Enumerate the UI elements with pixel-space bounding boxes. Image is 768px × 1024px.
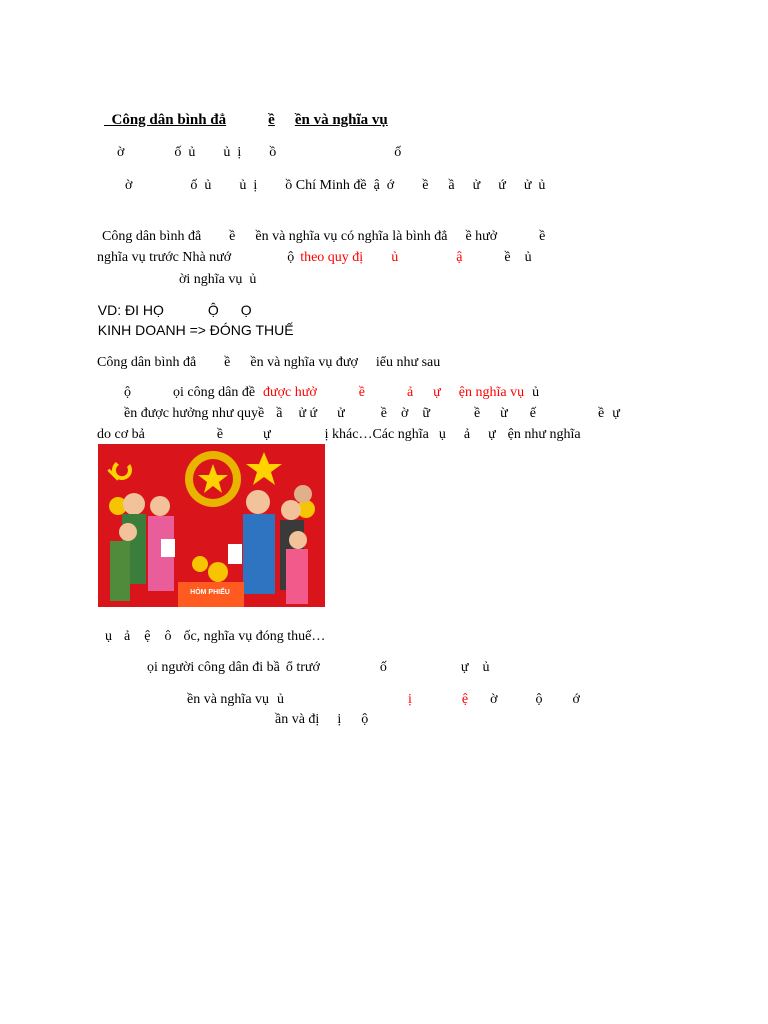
text-fragment: ự <box>263 427 271 442</box>
question-line-1 <box>110 127 401 161</box>
text-fragment: ền và nghĩa vụ có nghĩa là bình đẳ <box>255 229 448 244</box>
highlighted-text: ậ <box>456 250 463 265</box>
text-fragment: ộ <box>361 712 369 727</box>
text-fragment: ữ <box>422 406 430 421</box>
text-fragment: ờ <box>117 145 125 160</box>
text-fragment: ụ <box>438 427 446 442</box>
text-fragment: ố ủ <box>190 178 212 193</box>
text-fragment: ố ủ <box>174 145 196 160</box>
text-fragment: ả <box>463 427 471 442</box>
text-fragment: ủ <box>277 692 285 707</box>
text-fragment: ề <box>504 250 511 265</box>
text-fragment: ồ Chí Minh đề ậ ớ <box>285 178 395 193</box>
title-part: ền và nghĩa vụ <box>294 112 388 128</box>
text-fragment: ộ <box>535 692 543 707</box>
text-fragment: ả <box>124 629 131 644</box>
title-part: ề <box>268 112 275 128</box>
highlighted-text: ả <box>406 385 414 400</box>
highlighted-text: ề <box>358 385 365 400</box>
election-poster-image <box>98 444 325 607</box>
text-fragment: ủ <box>532 385 540 400</box>
text-fragment: ủ <box>482 660 490 675</box>
paragraph-3-line-3 <box>180 674 580 708</box>
text-fragment: ử ứ <box>298 406 318 421</box>
text-fragment: nghĩa vụ trước Nhà nướ <box>97 250 232 265</box>
text-fragment: ô <box>164 629 172 644</box>
highlighted-text: ệ <box>461 692 469 707</box>
paragraph-2-intro <box>90 337 440 371</box>
text-fragment: ề <box>380 406 387 421</box>
highlighted-text: được hưở <box>263 385 317 400</box>
document-title <box>104 95 388 129</box>
paragraph-3-line-2 <box>140 642 489 676</box>
text-fragment: ớ <box>572 692 580 707</box>
text-fragment: VD: ĐI HỌ <box>97 302 164 318</box>
text-fragment: ế <box>529 406 536 421</box>
text-fragment: ọi công dân đề <box>173 385 256 400</box>
highlighted-text: ủ <box>391 250 399 265</box>
text-fragment: KINH DOANH => ĐÓNG THUẾ <box>97 322 294 338</box>
paragraph-1-line-3 <box>172 254 256 288</box>
paragraph-3-line-4 <box>268 694 368 728</box>
text-fragment: ổ trướ <box>285 660 320 675</box>
text-fragment: ền được hưởng như quyề <box>124 406 265 421</box>
text-fragment: ủ ị <box>223 145 242 160</box>
text-fragment: ự <box>488 427 496 442</box>
text-fragment: ờ <box>125 178 133 193</box>
text-fragment: ờ <box>400 406 409 421</box>
paragraph-3-line-1 <box>98 611 325 645</box>
ballot-box-label: HÒM PHIẾU <box>182 587 238 599</box>
text-fragment: ầ <box>448 178 455 193</box>
highlighted-text: theo quy đị <box>300 250 364 265</box>
text-fragment: ền và nghĩa vụ đượ <box>250 355 358 370</box>
text-fragment: ử ủ <box>523 178 546 193</box>
text-fragment: ầ <box>276 406 283 421</box>
text-fragment: ện như nghĩa <box>507 427 581 442</box>
text-fragment: ề <box>473 406 481 421</box>
text-fragment: ị khác…Các nghĩa <box>324 427 429 442</box>
text-fragment: ủ ị <box>239 178 258 193</box>
text-fragment: ố <box>394 145 402 160</box>
text-fragment: Công dân bình đẳ <box>97 355 197 370</box>
text-fragment: ề <box>224 355 231 370</box>
poster-illustration <box>98 444 325 607</box>
text-fragment: ề <box>597 406 605 421</box>
text-fragment: ủ <box>524 250 532 265</box>
text-fragment: ử <box>472 178 481 193</box>
text-fragment: iểu như sau <box>375 355 441 370</box>
text-fragment: ệ <box>144 629 151 644</box>
text-fragment: ị <box>337 712 342 727</box>
text-fragment: ờ <box>490 692 498 707</box>
question-line-2 <box>118 160 545 194</box>
text-fragment: ứ <box>498 178 506 193</box>
text-fragment: ề <box>229 229 236 244</box>
text-fragment: Ọ <box>240 302 252 318</box>
highlighted-text: ị <box>408 692 412 707</box>
title-part: Công dân bình đẳ <box>111 112 227 128</box>
highlighted-text: ện nghĩa vụ <box>458 385 525 400</box>
paragraph-1-line-2 <box>90 232 532 266</box>
highlighted-text: ự <box>433 385 441 400</box>
text-fragment: ề hưở <box>465 229 498 244</box>
example-line-2 <box>90 305 294 339</box>
text-fragment: ề <box>216 427 224 442</box>
text-fragment: ừ <box>500 406 508 421</box>
text-fragment: ự <box>612 406 620 421</box>
text-fragment: ử <box>337 406 345 421</box>
text-fragment: ự <box>460 660 469 675</box>
text-fragment: ộ <box>124 385 131 400</box>
paragraph-2-line-3 <box>90 409 581 443</box>
text-fragment: Ộ <box>207 302 219 318</box>
text-fragment: ụ <box>105 629 112 644</box>
text-fragment: ần và đị <box>275 712 320 727</box>
text-fragment: Công dân bình đẳ <box>102 229 202 244</box>
text-fragment: ời nghĩa vụ ủ <box>179 272 257 287</box>
text-fragment: ốc, nghĩa vụ đóng thuế… <box>183 629 326 644</box>
text-fragment: ọi người công dân đi bầ <box>147 660 280 675</box>
text-fragment: ền và nghĩa vụ <box>187 692 270 707</box>
national-emblem-icon <box>185 451 241 507</box>
text-fragment: ề <box>422 178 429 193</box>
text-fragment: ộ <box>287 250 295 265</box>
text-fragment: ố <box>379 660 387 675</box>
text-fragment: ồ <box>269 145 277 160</box>
text-fragment: do cơ bả <box>97 427 145 442</box>
text-fragment: ề <box>539 229 546 244</box>
